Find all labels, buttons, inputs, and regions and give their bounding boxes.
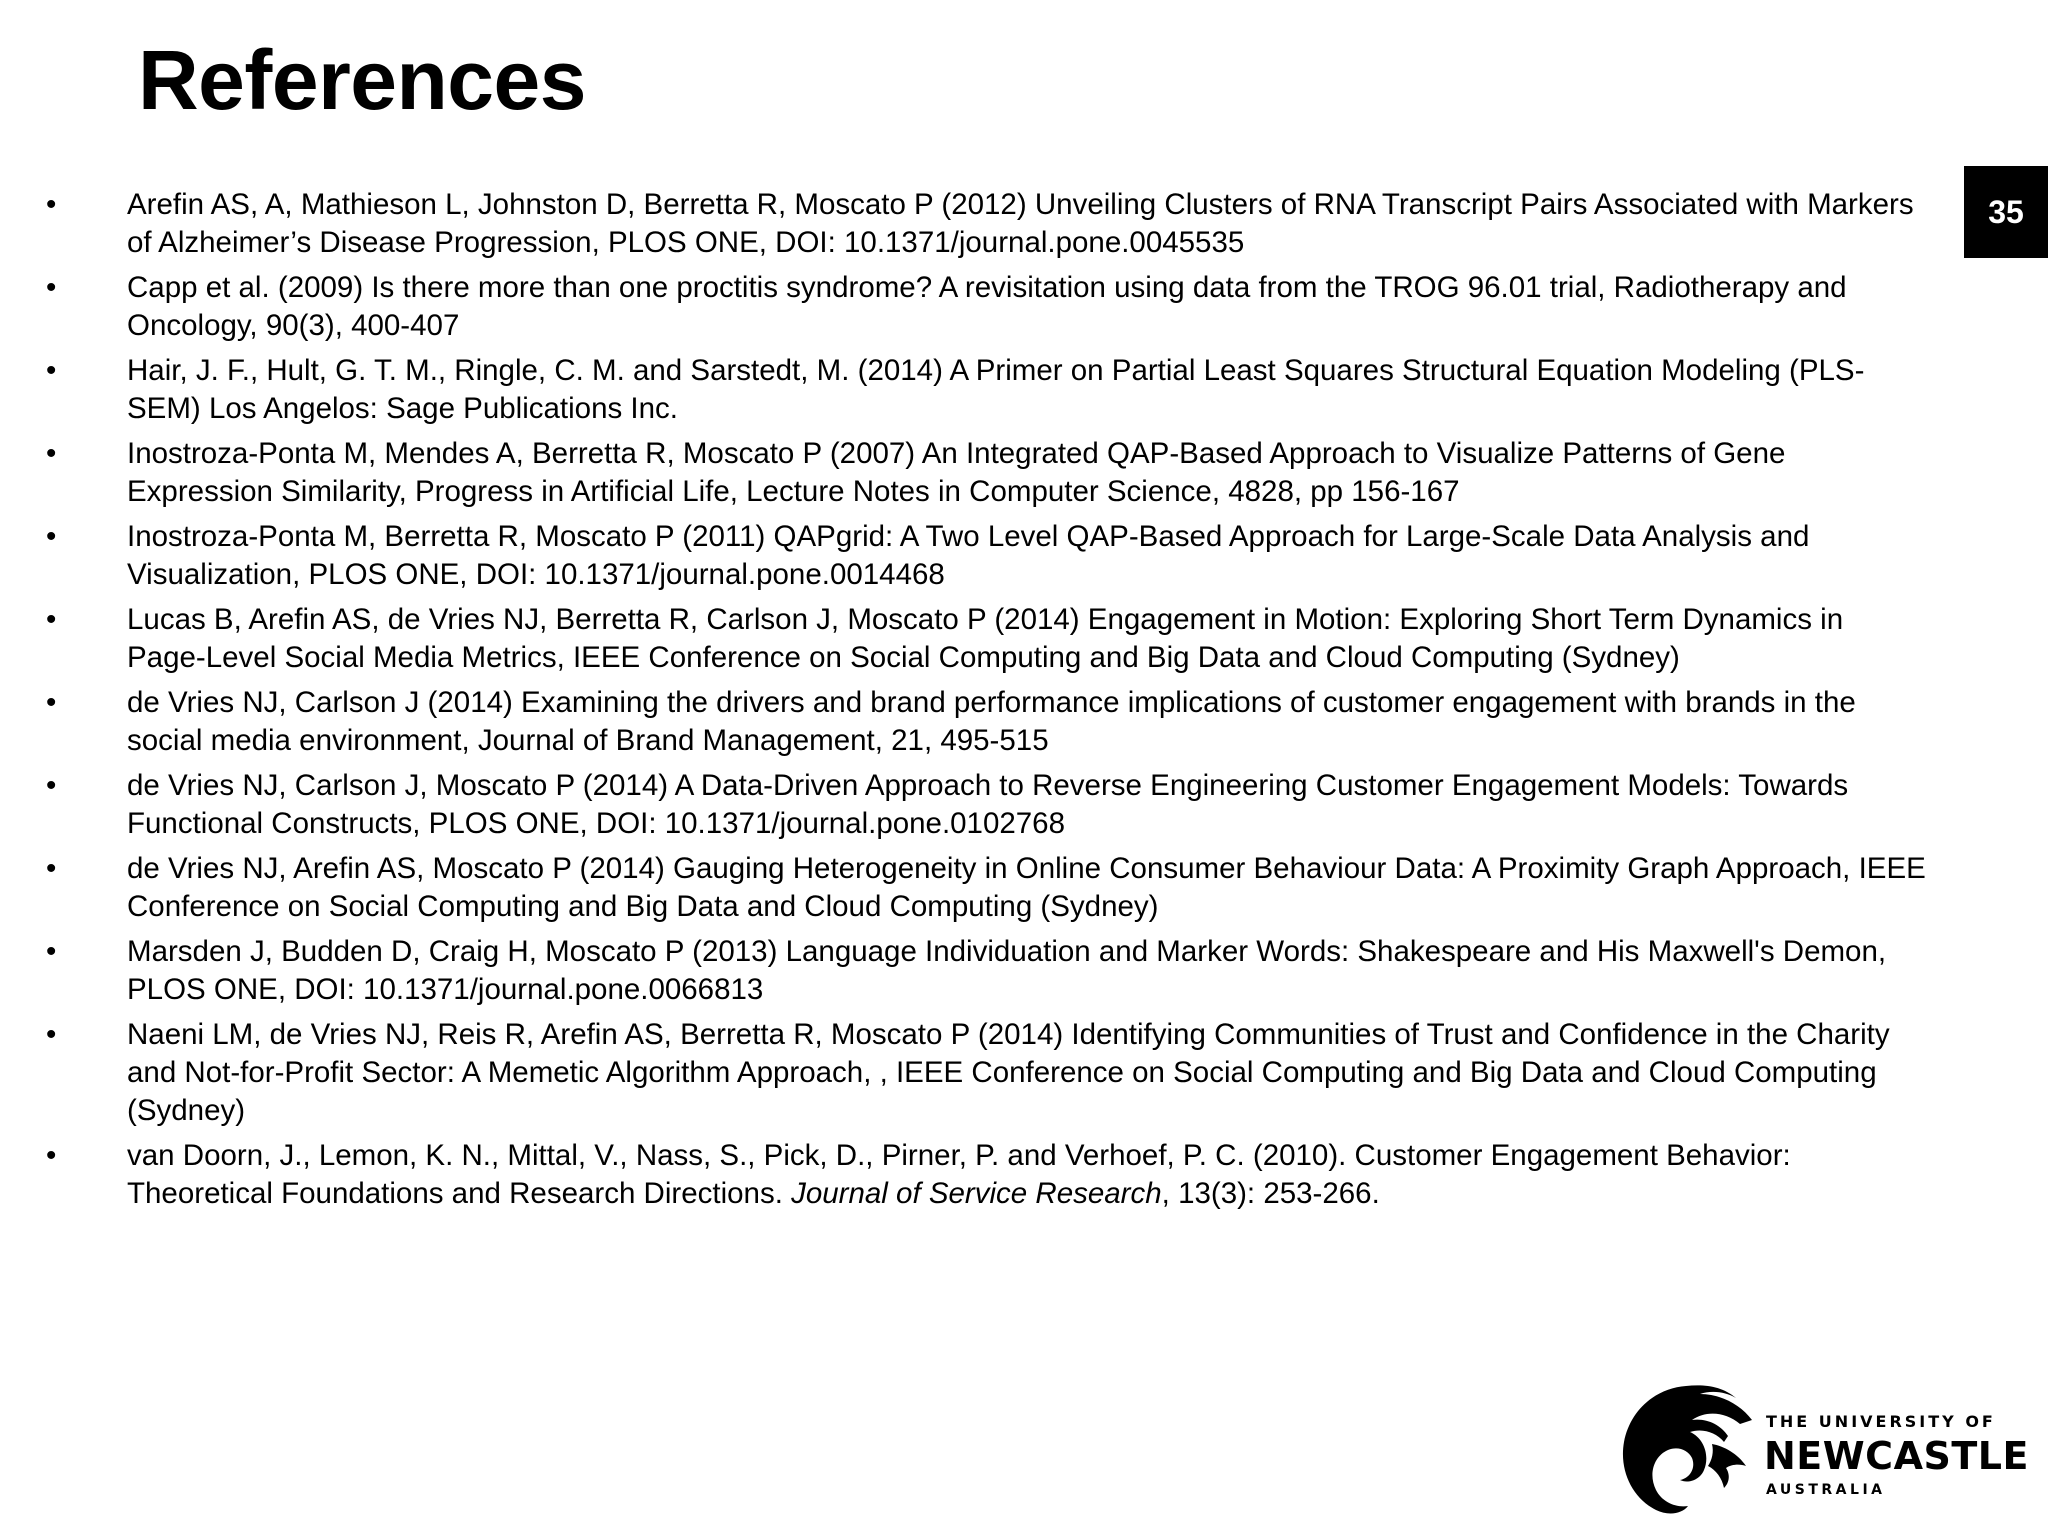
reference-text: Arefin AS, A, Mathieson L, Johnston D, Berretta R, Moscato P (2012) Unveiling Clusters of RNA Transcript Pairs Associated with Markers of Alzheimer’s Disease Progression, PLOS ONE, DOI: 10.1371/journal.pone.0045535 [127,188,1914,259]
bullet: • [46,271,57,304]
reference-item-12 [46,1137,1926,1213]
page-number-badge: 35 [1964,166,2048,258]
reference-text-main: van Doorn, J., Lemon, K. N., Mittal, V., Nass, S., Pick, D., Pirner, P. and Verhoef, P. C. (2010). Customer Engagement Behavior: Theoretical Foundations and Research Directions. [127,1139,1791,1210]
reference-text: de Vries NJ, Arefin AS, Moscato P (2014) Gauging Heterogeneity in Online Consumer Behaviour Data: A Proximity Graph Approach, IEEE Conference on Social Computing and Big Data and Cloud Computing (Sydney) [127,852,1926,923]
university-logo [1616,1376,2029,1516]
reference-item-6 [46,601,1926,677]
reference-text: Inostroza-Ponta M, Mendes A, Berretta R, Moscato P (2007) An Integrated QAP-Based Approach to Visualize Patterns of Gene Expression Similarity, Progress in Artificial Life, Lecture Notes in Computer Science, 4828, pp 156-167 [127,437,1786,508]
logo-text-line2: NEWCASTLE [1764,1434,2029,1478]
reference-text: Lucas B, Arefin AS, de Vries NJ, Berretta R, Carlson J, Moscato P (2014) Engagement in Motion: Exploring Short Term Dynamics in Page-Level Social Media Metrics, IEEE Conference on Social Computing and Big Data and Cloud Computing (Sydney) [127,603,1844,674]
bullet: • [46,686,57,719]
logo-text-line1: THE UNIVERSITY OF [1766,1412,1996,1431]
bullet: • [46,188,57,221]
reference-text: de Vries NJ, Carlson J (2014) Examining the drivers and brand performance implications of customer engagement with brands in the social media environment, Journal of Brand Management, 21, 495-515 [127,686,1856,757]
bullet: • [46,935,57,968]
reference-list [46,186,1926,1220]
reference-item-9 [46,850,1926,926]
reference-text-tail: , 13(3): 253-266. [1161,1177,1380,1210]
bullet: • [46,520,57,553]
reference-text: Inostroza-Ponta M, Berretta R, Moscato P (2011) QAPgrid: A Two Level QAP-Based Approach for Large-Scale Data Analysis and Visualization, PLOS ONE, DOI: 10.1371/journal.pone.0014468 [127,520,1810,591]
reference-text: de Vries NJ, Carlson J, Moscato P (2014) A Data-Driven Approach to Reverse Engineering Customer Engagement Models: Towards Functional Constructs, PLOS ONE, DOI: 10.1371/journal.pone.0102768 [127,769,1849,840]
reference-item-1 [46,186,1926,262]
bullet: • [46,437,57,470]
reference-item-7 [46,684,1926,760]
reference-text [127,1139,1791,1210]
bullet: • [46,603,57,636]
bullet: • [46,852,57,885]
reference-item-3 [46,352,1926,428]
reference-text: Capp et al. (2009) Is there more than one proctitis syndrome? A revisitation using data from the TROG 96.01 trial, Radiotherapy and Oncology, 90(3), 400-407 [127,271,1847,342]
reference-item-8 [46,767,1926,843]
logo-text-line3: AUSTRALIA [1766,1482,1886,1498]
bullet: • [46,1018,57,1051]
reference-text: Hair, J. F., Hult, G. T. M., Ringle, C. M. and Sarstedt, M. (2014) A Primer on Partial Least Squares Structural Equation Modeling (PLS-SEM) Los Angelos: Sage Publications Inc. [127,354,1865,425]
seahorse-logo-icon [1616,1380,1758,1516]
bullet: • [46,1139,57,1172]
reference-item-4 [46,435,1926,511]
reference-item-2 [46,269,1926,345]
reference-text: Marsden J, Budden D, Craig H, Moscato P (2013) Language Individuation and Marker Words: Shakespeare and His Maxwell's Demon, PLOS ONE, DOI: 10.1371/journal.pone.0066813 [127,935,1887,1006]
bullet: • [46,354,57,387]
slide-title: References [138,33,586,127]
reference-item-5 [46,518,1926,594]
reference-item-11 [46,1016,1926,1130]
journal-name: Journal of Service Research [782,1177,1162,1210]
reference-item-10 [46,933,1926,1009]
reference-text: Naeni LM, de Vries NJ, Reis R, Arefin AS, Berretta R, Moscato P (2014) Identifying Communities of Trust and Confidence in the Charity and Not-for-Profit Sector: A Memetic Algorithm Approach, , IEEE Conference on Social Computing and Big Data and Cloud Computing (Sydney) [127,1018,1890,1127]
bullet: • [46,769,57,802]
